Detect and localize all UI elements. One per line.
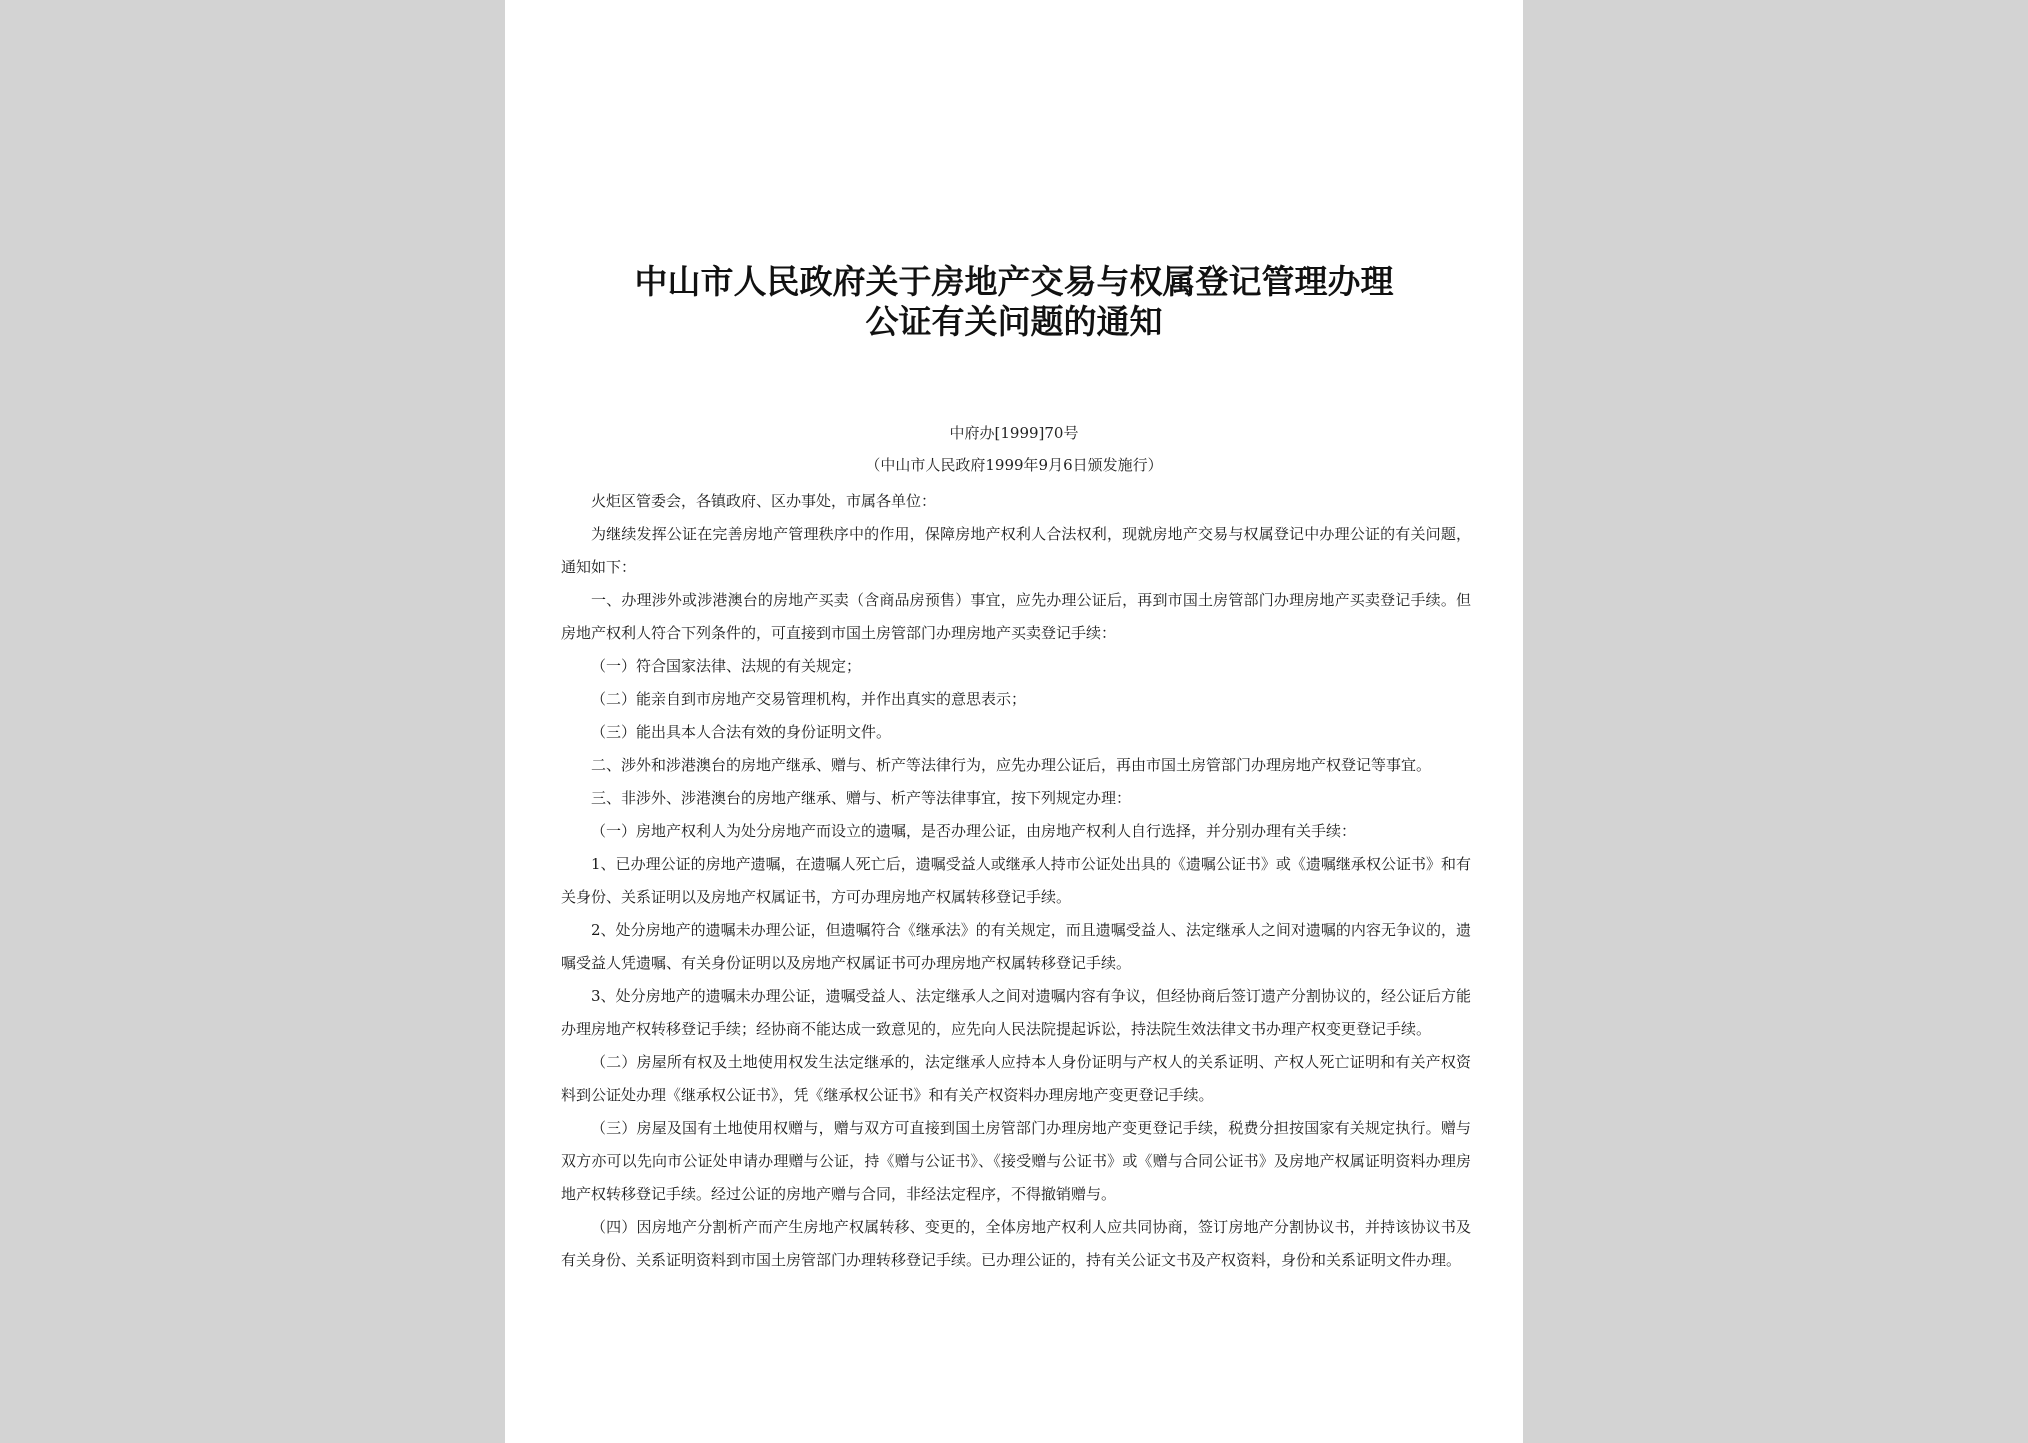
- paragraph-item-3-1-1: 1、已办理公证的房地产遗嘱，在遗嘱人死亡后，遗嘱受益人或继承人持市公证处出具的《遗嘱公证书》或《遗嘱继承权公证书》和有关身份、关系证明以及房地产权属证书，方可办理房地产权属转移登记手续。: [561, 855, 1471, 906]
- paragraph-item-3-1-2: 2、处分房地产的遗嘱未办理公证，但遗嘱符合《继承法》的有关规定，而且遗嘱受益人、法定继承人之间对遗嘱的内容无争议的，遗嘱受益人凭遗嘱、有关身份证明以及房地产权属证书可办理房地产权属转移登记手续。: [561, 921, 1471, 972]
- paragraph-section-2: 二、涉外和涉港澳台的房地产继承、赠与、析产等法律行为，应先办理公证后，再由市国土房管部门办理房地产权登记等事宜。: [591, 756, 1432, 774]
- paragraph-addressees: 火炬区管委会，各镇政府、区办事处，市属各单位：: [591, 492, 937, 510]
- paragraph-item-1-3: （三）能出具本人合法有效的身份证明文件。: [591, 723, 892, 741]
- paragraph-intro: 为继续发挥公证在完善房地产管理秩序中的作用，保障房地产权利人合法权利，现就房地产交易与权属登记中办理公证的有关问题，通知如下：: [561, 525, 1471, 576]
- document-body: [561, 485, 1471, 1277]
- paragraph-item-3-4: （四）因房地产分割析产而产生房地产权属转移、变更的，全体房地产权利人应共同协商，签订房地产分割协议书，并持该协议书及有关身份、关系证明资料到市国土房管部门办理转移登记手续。已办理公证的，持有关公证文书及产权资料，身份和关系证明文件办理。: [561, 1218, 1471, 1269]
- paragraph-item-3-3: （三）房屋及国有土地使用权赠与，赠与双方可直接到国土房管部门办理房地产变更登记手续，税费分担按国家有关规定执行。赠与双方亦可以先向市公证处申请办理赠与公证，持《赠与公证书》、《接受赠与公证书》或《赠与合同公证书》及房地产权属证明资料办理房地产权转移登记手续。经过公证的房地产赠与合同，非经法定程序，不得撤销赠与。: [561, 1119, 1471, 1203]
- document-page: [505, 0, 1523, 1443]
- issue-statement: （中山市人民政府1999年9月6日颁发施行）: [865, 456, 1163, 474]
- document-number: 中府办[1999]70号: [949, 424, 1079, 442]
- title-line-2: 公证有关问题的通知: [865, 302, 1163, 341]
- paragraph-item-3-1: （一）房地产权利人为处分房地产而设立的遗嘱，是否办理公证，由房地产权利人自行选择，并分别办理有关手续：: [591, 822, 1357, 840]
- paragraph-item-1-2: （二）能亲自到市房地产交易管理机构，并作出真实的意思表示；: [591, 690, 1027, 708]
- paragraph-section-1: 一、办理涉外或涉港澳台的房地产买卖（含商品房预售）事宜，应先办理公证后，再到市国土房管部门办理房地产买卖登记手续。但房地产权利人符合下列条件的，可直接到市国土房管部门办理房地产买卖登记手续：: [561, 591, 1471, 642]
- title-line-1: 中山市人民政府关于房地产交易与权属登记管理办理: [634, 262, 1394, 301]
- paragraph-section-3: 三、非涉外、涉港澳台的房地产继承、赠与、析产等法律事宜，按下列规定办理：: [591, 789, 1132, 807]
- paragraph-item-3-2: （二）房屋所有权及土地使用权发生法定继承的，法定继承人应持本人身份证明与产权人的关系证明、产权人死亡证明和有关产权资料到公证处办理《继承权公证书》，凭《继承权公证书》和有关产权资料办理房地产变更登记手续。: [561, 1053, 1471, 1104]
- paragraph-item-3-1-3: 3、处分房地产的遗嘱未办理公证，遗嘱受益人、法定继承人之间对遗嘱内容有争议，但经协商后签订遗产分割协议的，经公证后方能办理房地产权转移登记手续；经协商不能达成一致意见的，应先向人民法院提起诉讼，持法院生效法律文书办理产权变更登记手续。: [561, 987, 1471, 1038]
- paragraph-item-1-1: （一）符合国家法律、法规的有关规定；: [591, 657, 862, 675]
- document-title: [505, 262, 1523, 342]
